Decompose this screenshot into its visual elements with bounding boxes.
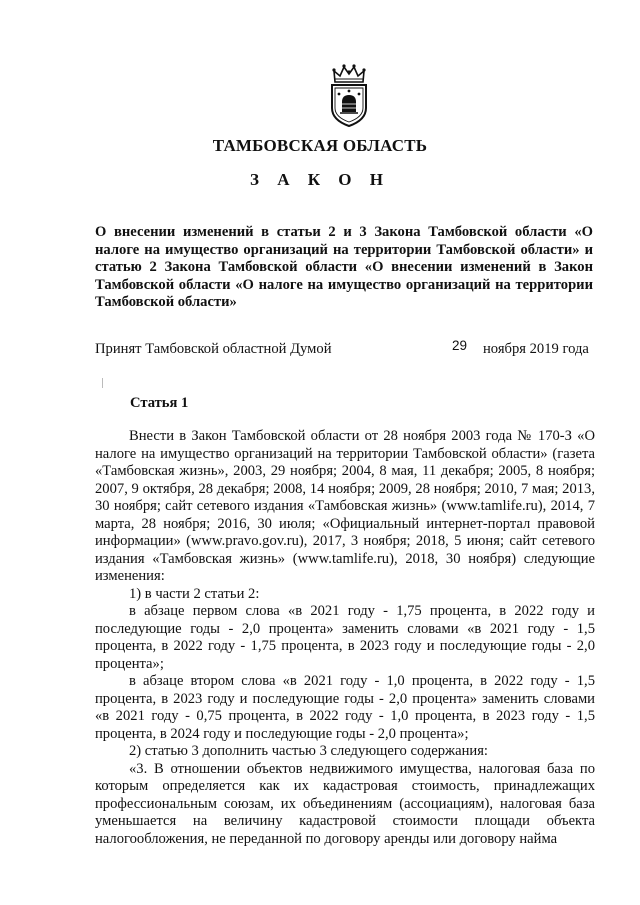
tambov-coat-of-arms-icon	[326, 62, 372, 128]
region-heading: ТАМБОВСКАЯ ОБЛАСТЬ	[212, 136, 428, 155]
article-body	[95, 428, 595, 848]
adoption-month-year: ноября 2019 года	[483, 341, 589, 357]
adoption-line	[95, 340, 595, 358]
paragraph-item-1: 1) в части 2 статьи 2:	[129, 585, 260, 602]
law-title: О внесении изменений в статьи 2 и 3 Закона Тамбовской области «О налоге на имущество организаций на территории Тамбовской области» и статью 2 Закона Тамбовской области «О внесении изменений в Закон Тамбовской области «О налоге на имущество организаций на территории Тамбовской области»	[95, 224, 593, 310]
paragraph-abzac-1: в абзаце первом слова «в 2021 году - 1,75 процента, в 2022 году и последующие годы - 2,0 процента» заменить словами «в 2021 году - 1,5 процента, в 2022 году - 1,75 процента, в 2023 году и последующие годы - 2,0 процента»;	[95, 603, 595, 672]
paragraph-abzac-2: в абзаце втором слова «в 2021 году - 1,0 процента, в 2022 году - 1,5 процента, в 2023 году и последующие годы - 2,0 процента» заменить словами «в 2021 году - 0,75 процента, в 2022 году - 1,0 процента, в 2023 году - 1,5 процента, в 2024 году и последующие годы - 2,0 процента»;	[95, 673, 595, 742]
article-heading: Статья 1	[130, 395, 189, 411]
paragraph-intro: Внести в Закон Тамбовской области от 28 ноября 2003 года № 170-З «О налоге на имущество организаций на территории Тамбовской области» (газета «Тамбовская жизнь», 2003, 29 ноября; 2004, 8 мая, 11 декабря; 2005, 8 ноября; 2007, 9 октября, 28 декабря; 2008, 14 ноября; 2009, 28 ноября; 2010, 7 мая; 2013, 30 ноября; сайт сетевого издания «Тамбовская жизнь» (www.tamlife.ru), 2014, 7 марта, 28 ноября; 2016, 30 июля; «Официальный интернет-портал правовой информации» (www.pravo.gov.ru), 2017, 3 ноября; 2018, 5 июня; сайт сетевого издания «Тамбовская жизнь» (www.tamlife.ru), 2018, 30 ноября) следующие изменения:	[95, 428, 595, 584]
adoption-day: 29	[452, 338, 468, 353]
paragraph-item-2: 2) статью 3 дополнить частью 3 следующего содержания:	[129, 743, 488, 759]
paragraph-part-3: «3. В отношении объектов недвижимого имущества, налоговая база по которым определяется как их кадастровая стоимость, принадлежащих профессиональным союзам, их объединениям (ассоциациям), налоговая база уменьшается на величину кадастровой стоимости площади объекта налогообложения, не переданной по договору аренды или договору найма	[95, 760, 595, 847]
document-type-heading: З А К О Н	[249, 170, 391, 189]
adoption-text: Принят Тамбовской областной Думой	[95, 341, 332, 357]
margin-mark	[102, 378, 103, 388]
